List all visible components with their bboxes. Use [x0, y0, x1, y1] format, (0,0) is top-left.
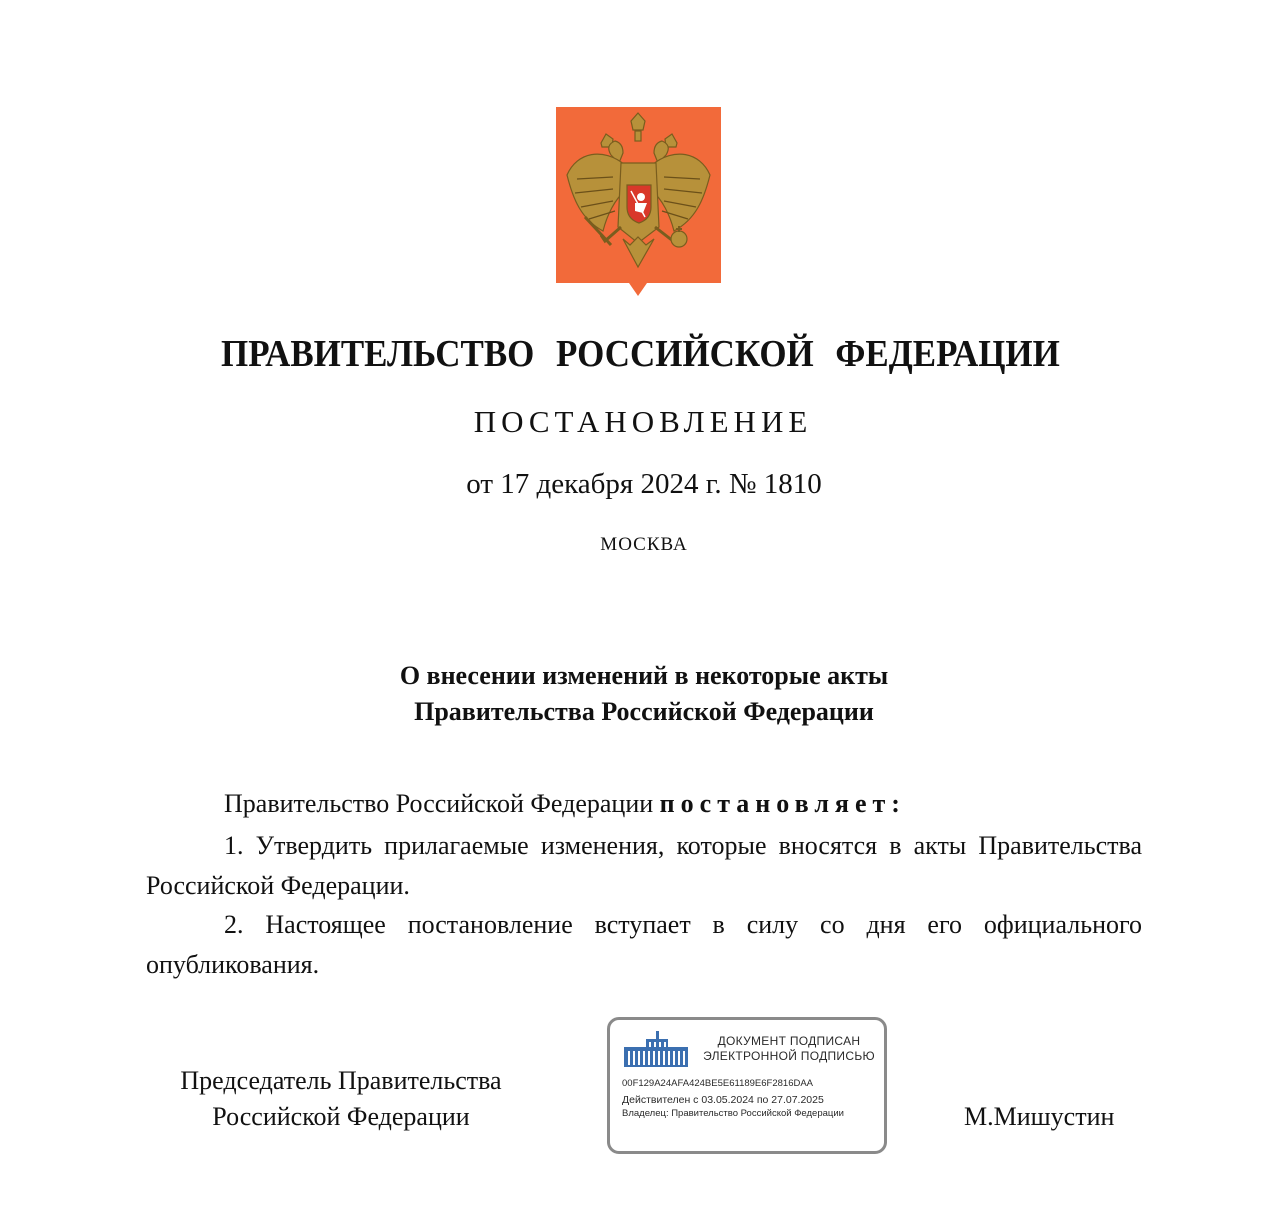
government-building-icon	[622, 1029, 690, 1069]
subject-line-2: Правительства Российской Федерации	[414, 697, 874, 726]
stamp-heading-line-1: ДОКУМЕНТ ПОДПИСАН	[717, 1034, 861, 1048]
document-subject	[0, 658, 1280, 730]
signatory-name: М.Мишустин	[964, 1102, 1115, 1131]
signatory-position	[146, 1063, 536, 1135]
position-line-2: Российской Федерации	[212, 1102, 470, 1131]
resolves-word: постановляет:	[659, 789, 906, 818]
coat-of-arms-icon	[555, 107, 722, 297]
electronic-signature-stamp	[607, 1017, 887, 1154]
certificate-serial: 00F129A24AFA424BE5E61189E6F2816DAA	[622, 1078, 814, 1089]
certificate-owner: Владелец: Правительство Российской Федерации	[622, 1108, 844, 1119]
item-1: 1. Утвердить прилагаемые изменения, которые вносятся в акты Правительства Российской Федерации.	[146, 831, 1142, 900]
stamp-heading-line-2: ЭЛЕКТРОННОЙ ПОДПИСЬЮ	[703, 1049, 875, 1063]
document-kind: ПОСТАНОВЛЕНИЕ	[473, 404, 813, 439]
city: МОСКВА	[600, 534, 688, 555]
position-line-1: Председатель Правительства	[180, 1066, 502, 1095]
item-2: 2. Настоящее постановление вступает в силу со дня его официального опубликования.	[146, 910, 1142, 979]
subject-line-1: О внесении изменений в некоторые акты	[399, 661, 889, 690]
date-and-number: от 17 декабря 2024 г. № 1810	[466, 468, 822, 500]
authority-title: ПРАВИТЕЛЬСТВО РОССИЙСКОЙ ФЕДЕРАЦИИ	[220, 333, 1060, 375]
certificate-validity: Действителен с 03.05.2024 по 27.07.2025	[622, 1094, 824, 1106]
resolution-intro	[146, 784, 1142, 824]
stamp-heading	[698, 1034, 880, 1064]
intro-text: Правительство Российской Федерации	[224, 789, 660, 818]
